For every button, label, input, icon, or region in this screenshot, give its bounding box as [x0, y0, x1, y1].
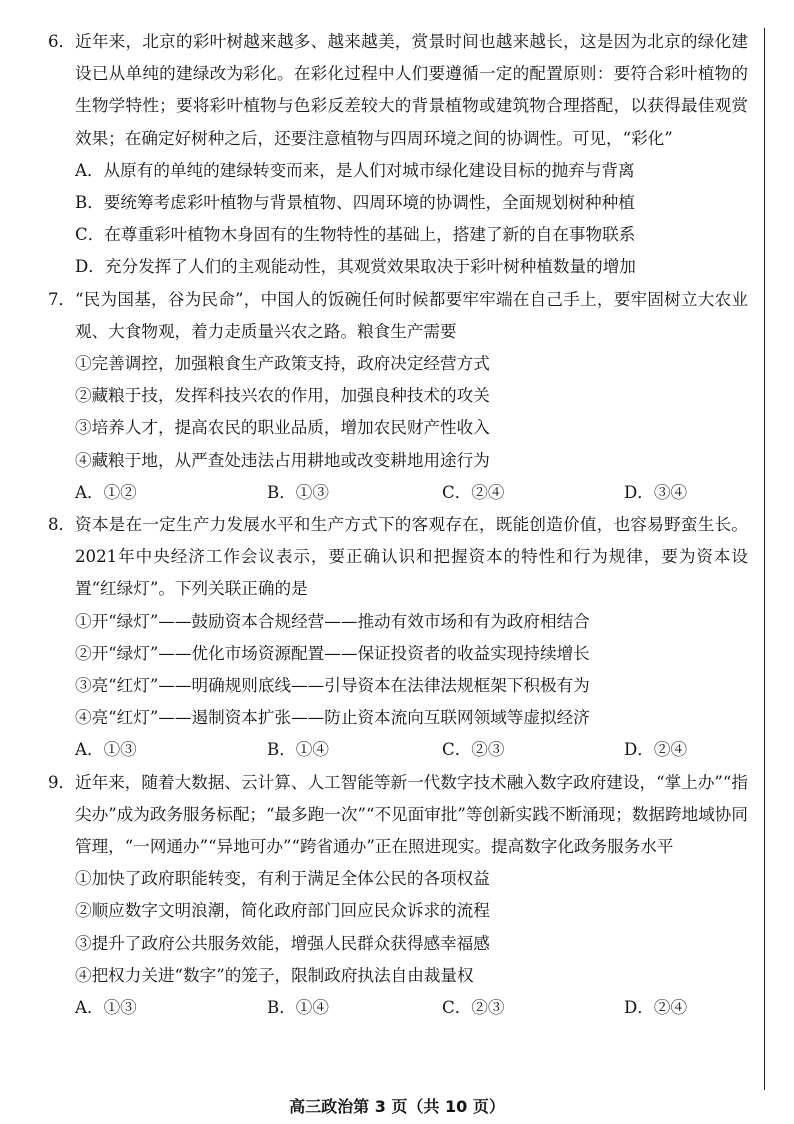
- question-stem: 近年来，随着大数据、云计算、人工智能等新一代数字技术融入数字政府建设，“掌上办”“指尖办”成为政务服务标配；“最多跑一次”“不见面审批”等创新实践不断涌现；数据跨地域协同管理，“一网通办”“异地可办”“跨省通办”正在照进现实。提高数字化政务服务水平: [75, 772, 748, 857]
- option-c: C．在尊重彩叶植物木身固有的生物特性的基础上，搭建了新的自在事物联系: [75, 225, 636, 245]
- answer-choices: [75, 992, 748, 1024]
- question-number: 9．: [48, 772, 76, 792]
- page-footer: 高三政治第 3 页（共 10 页）: [289, 1097, 505, 1116]
- margin-rule: [764, 28, 765, 1090]
- choice-c: C．②③: [442, 740, 505, 760]
- statement-3: ③提升了政府公共服务效能，增强人民群众获得感幸福感: [75, 933, 490, 953]
- statement-4: ④亮“红灯”——遏制资本扩张——防止资本流向互联网领域等虚拟经济: [75, 708, 590, 728]
- option-a: A．从原有的单纯的建绿转变而来，是人们对城市绿化建设目标的抛弃与背离: [75, 160, 635, 180]
- choice-d: D．③④: [624, 482, 688, 502]
- statement-2: ②开“绿灯”——优化市场资源配置——保证投资者的收益实现持续增长: [75, 643, 590, 663]
- statement-4: ④藏粮于地，从严查处违法占用耕地或改变耕地用途行为: [75, 450, 490, 470]
- statement-1: ①加快了政府职能转变，有利于满足全体公民的各项权益: [75, 869, 490, 889]
- option-b: B．要统筹考虑彩叶植物与背景植物、四周环境的协调性，全面规划树种种植: [75, 193, 635, 213]
- choice-d: D．②④: [624, 740, 688, 760]
- statement-2: ②藏粮于技，发挥科技兴农的作用，加强良种技术的攻关: [75, 386, 490, 406]
- question-6: [48, 26, 748, 284]
- question-7: [48, 284, 748, 509]
- statement-4: ④把权力关进“数字”的笼子，限制政府执法自由裁量权: [75, 965, 474, 985]
- question-number: 7．: [48, 289, 76, 309]
- question-9: [48, 767, 748, 1025]
- question-stem: “民为国基，谷为民命”，中国人的饭碗任何时候都要牢牢端在自己手上，要牢固树立大农业观、大食物观，着力走质量兴农之路。粮食生产需要: [75, 289, 748, 341]
- choice-a: A．①③: [75, 740, 137, 760]
- choice-b: B．①④: [267, 998, 329, 1018]
- answer-choices: [75, 734, 748, 766]
- statement-2: ②顺应数字文明浪潮，简化政府部门回应民众诉求的流程: [75, 901, 490, 921]
- question-number: 8．: [48, 515, 76, 535]
- choice-a: A．①③: [75, 998, 137, 1018]
- statement-1: ①开“绿灯”——鼓励资本合规经营——推动有效市场和有为政府相结合: [75, 611, 590, 631]
- question-8: [48, 509, 748, 767]
- choice-d: D．②④: [624, 998, 688, 1018]
- choice-c: C．②③: [442, 998, 505, 1018]
- choice-a: A．①②: [75, 482, 137, 502]
- question-stem: 近年来，北京的彩叶树越来越多、越来越美，赏景时间也越来越长，这是因为北京的绿化建设已从单纯的建绿改为彩化。在彩化过程中人们要遵循一定的配置原则：要符合彩叶植物的生物学特性；要将彩叶植物与色彩反差较大的背景植物或建筑物合理搭配，以获得最佳观赏效果；在确定好树种之后，还要注意植物与四周环境之间的协调性。可见，“彩化”: [75, 32, 748, 148]
- answer-choices: [75, 477, 748, 509]
- statement-1: ①完善调控，加强粮食生产政策支持，政府决定经营方式: [75, 354, 490, 374]
- statement-3: ③亮“红灯”——明确规则底线——引导资本在法律法规框架下积极有为: [75, 676, 590, 696]
- choice-b: B．①③: [267, 482, 329, 502]
- question-stem: 资本是在一定生产力发展水平和生产方式下的客观存在，既能创造价值，也容易野蛮生长。2021年中央经济工作会议表示，要正确认识和把握资本的特性和行为规律，要为资本设置“红绿灯”。下列关联正确的是: [75, 515, 748, 599]
- question-number: 6．: [48, 32, 76, 51]
- statement-3: ③培养人才，提高农民的职业品质，增加农民财产性收入: [75, 418, 490, 438]
- choice-b: B．①④: [267, 740, 329, 760]
- questions: [48, 26, 748, 1024]
- option-d: D．充分发挥了人们的主观能动性，其观赏效果取决于彩叶树种植数量的增加: [75, 257, 636, 277]
- choice-c: C．②④: [442, 482, 505, 502]
